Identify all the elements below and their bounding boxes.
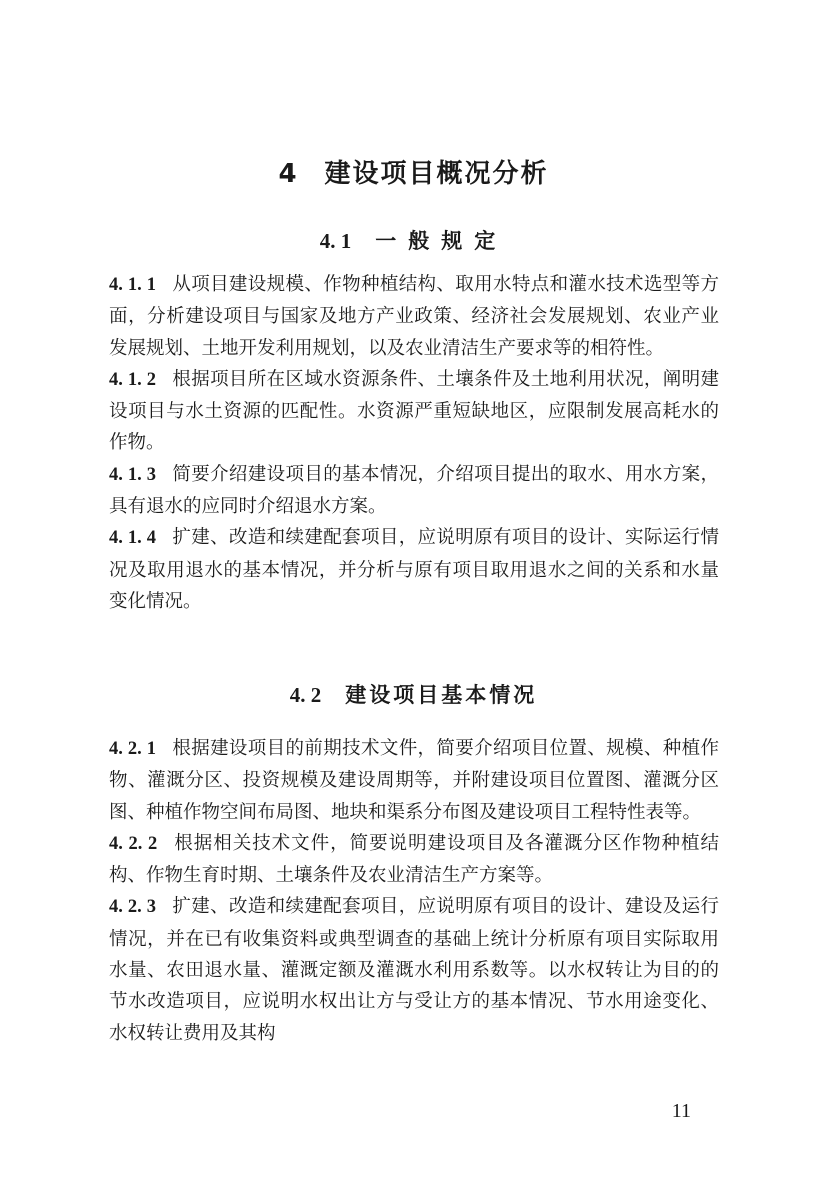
clause-text: 根据建设项目的前期技术文件，简要介绍项目位置、规模、种植作物、灌溉分区、投资规模及建设周期等，并附建设项目位置图、灌溉分区图、种植作物空间布局图、地块和渠系分布图及建设项目工程特性表等。	[109, 738, 719, 823]
chapter-number: 4	[278, 159, 299, 189]
section-4-2-body	[109, 733, 719, 1049]
clause-4-2-1	[109, 733, 719, 828]
clause-number: 4. 1. 2	[109, 369, 156, 390]
section-heading-4-1	[0, 226, 827, 256]
clause-4-2-2	[109, 828, 719, 892]
clause-text: 扩建、改造和续建配套项目，应说明原有项目的设计、实际运行情况及取用退水的基本情况，并分析与原有项目取用退水之间的关系和水量变化情况。	[109, 527, 719, 612]
clause-4-1-1	[109, 269, 719, 364]
clause-text: 根据相关技术文件，简要说明建设项目及各灌溉分区作物种植结构、作物生育时期、土壤条件及农业清洁生产方案等。	[109, 832, 719, 887]
clause-number: 4. 1. 3	[109, 464, 156, 485]
clause-4-1-4	[109, 522, 719, 617]
clause-number: 4. 2. 1	[109, 739, 156, 759]
section-title-text: 建设项目基本情况	[345, 683, 538, 707]
section-number: 4. 1	[319, 229, 352, 253]
clause-number: 4. 2. 3	[109, 897, 156, 918]
clause-text: 简要介绍建设项目的基本情况，介绍项目提出的取水、用水方案，具有退水的应同时介绍退水方案。	[109, 463, 719, 518]
clause-4-1-2	[109, 364, 719, 459]
clause-text: 根据项目所在区域水资源条件、土壤条件及土地利用状况，阐明建设项目与水土资源的匹配性。水资源严重短缺地区，应限制发展高耗水的作物。	[109, 368, 719, 454]
section-4-1-body	[109, 269, 719, 617]
section-number: 4. 2	[289, 683, 322, 707]
clause-4-1-3	[109, 459, 719, 523]
chapter-title	[0, 156, 827, 192]
clause-text: 从项目建设规模、作物种植结构、取用水特点和灌水技术选型等方面，分析建设项目与国家及地方产业政策、经济社会发展规划、农业产业发展规划、土地开发利用规划，以及农业清洁生产要求等的相符性。	[109, 274, 719, 359]
chapter-title-text: 建设项目概况分析	[324, 159, 549, 189]
clause-number: 4. 2. 2	[109, 833, 158, 854]
clause-text: 扩建、改造和续建配套项目，应说明原有项目的设计、建设及运行情况，并在已有收集资料或典型调查的基础上统计分析原有项目实际取用水量、农田退水量、灌溉定额及灌溉水利用系数等。以水权转让为目的的节水改造项目，应说明水权出让方与受让方的基本情况、节水用途变化、水权转让费用及其构	[109, 896, 719, 1044]
section-heading-4-2	[0, 680, 827, 710]
clause-number: 4. 1. 1	[109, 275, 156, 295]
page-number: 11	[671, 1100, 691, 1122]
section-title-text: 一般规定	[375, 229, 508, 253]
clause-4-2-3	[109, 891, 719, 1048]
clause-number: 4. 1. 4	[109, 528, 156, 549]
